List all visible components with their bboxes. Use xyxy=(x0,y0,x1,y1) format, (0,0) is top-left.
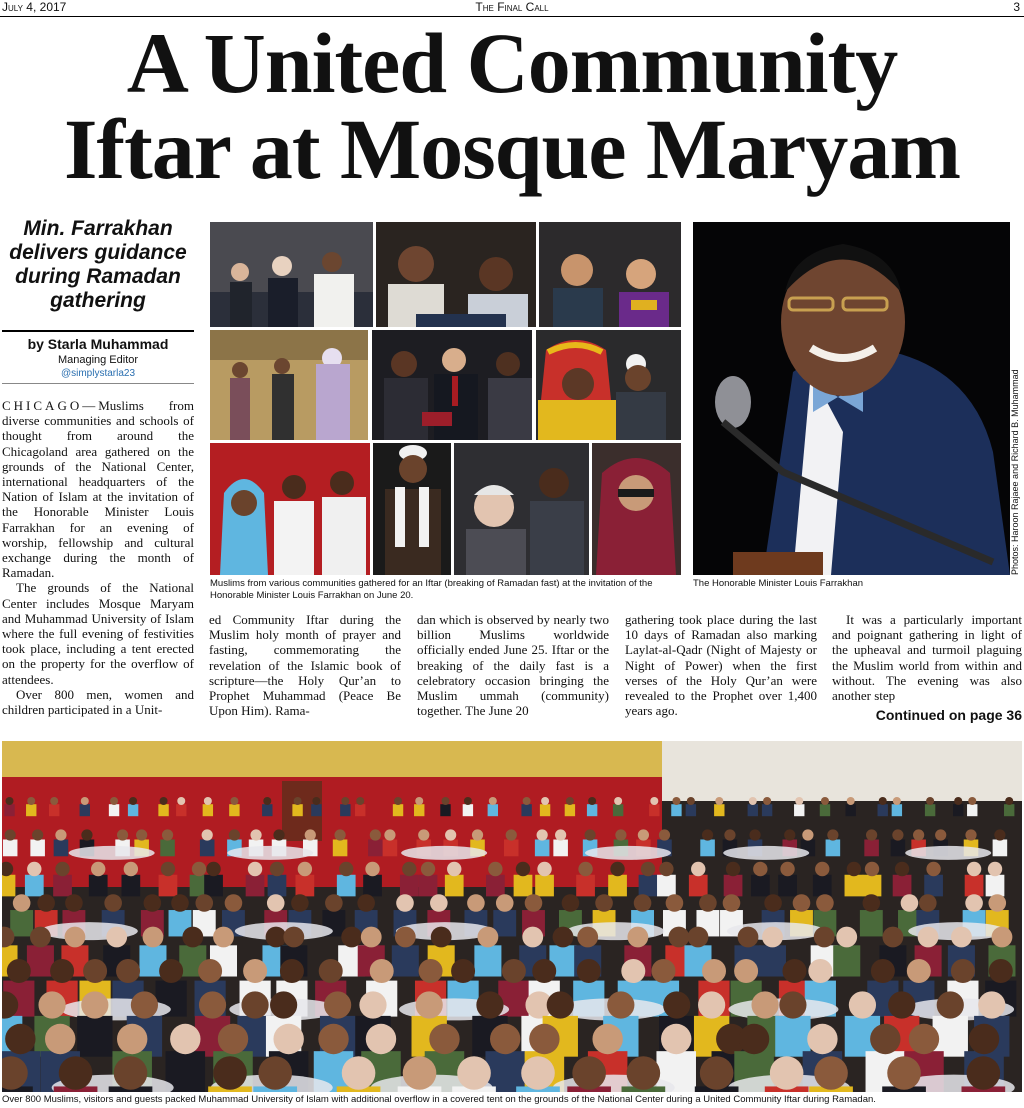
paragraph-1: Muslims from diverse communities and schools of thought from around the Chicagoland area gathered on the grounds of the National Center, international headquarters of the Nation of Islam at the invitation of the Honorable Minister Louis Farrakhan for an evening of worship, fellowship and cultural exchange during the month of Ramadan. xyxy=(2,398,194,581)
column-3-text: dan which is observed by nearly two billion Muslims worldwide officially ended June 25. Iftar or the breaking of the daily fast is a celebratory occasion bringing the Muslim ummah (community) together. The June 20 xyxy=(417,612,609,719)
author-handle[interactable]: @simplystarla23 xyxy=(60,368,136,379)
byline xyxy=(2,336,194,380)
continued-jump[interactable]: Continued on page 36 xyxy=(875,707,1022,723)
article-column-5 xyxy=(832,612,1022,703)
headline xyxy=(0,15,1024,197)
farrakhan-caption: The Honorable Minister Louis Farrakhan xyxy=(693,578,864,589)
article-column-3 xyxy=(417,612,609,718)
author-role: Managing Editor xyxy=(57,354,139,366)
collage-photo-10 xyxy=(592,443,681,575)
column-2-text: ed Community Iftar during the Muslim holy month of prayer and fasting, commemorating the revelation of the Islamic book of scripture—the Holy Qur’an to Prophet Muhammad (Peace Be Upon Him). Rama- xyxy=(209,612,401,719)
column-5-text: It was a particularly important and poignant gathering in light of the upheaval and turmoil plaguing the Muslim world from within and without. The evening was also another step xyxy=(832,612,1022,704)
headline-line-1: A United Community xyxy=(126,15,898,111)
headline-line-2: Iftar at Mosque Maryam xyxy=(64,101,960,197)
page-number: 3 xyxy=(1013,0,1020,14)
crowd-caption: Over 800 Muslims, visitors and guests packed Muhammad University of Islam with additional overflow in a covered tent on the grounds of the National Center during a United Community Iftar during Ramadan. xyxy=(2,1094,876,1105)
farrakhan-photo xyxy=(693,222,1010,575)
collage-photo-6 xyxy=(536,330,681,440)
paragraph-2: The grounds of the National Center includes Mosque Maryam and Muhammad University of Islam where the full evening of festivities took place, including a tent erected on the property for the overflow of attendees. xyxy=(2,580,194,687)
dateline: CHICAGO— xyxy=(2,398,99,413)
author: by Starla Muhammad xyxy=(27,336,169,352)
collage-photo-2 xyxy=(376,222,536,327)
paragraph-3: Over 800 men, women and children participated in a Unit- xyxy=(2,686,194,718)
collage-caption: Muslims from various communities gathered for an Iftar (breaking of Ramadan fast) at the invitation of the Honorable Minister Louis Farrakhan on June 20. xyxy=(210,578,653,601)
collage-photo-8 xyxy=(373,443,451,575)
article-column-4 xyxy=(625,612,817,718)
photo-credit: Photos: Haroon Rajaee and Richard B. Muhammad xyxy=(1010,369,1020,575)
article-column-2 xyxy=(209,612,401,718)
column-4-text: gathering took place during the last 10 days of Ramadan also marking Laylat-al-Qadr (Night of Majesty or Night of Power) when the first verses of the Holy Qur’an were revealed to the Prophet over 1,400 years ago. xyxy=(625,612,817,719)
article-column-1 xyxy=(2,398,194,717)
byline-rule xyxy=(2,383,194,384)
collage-photo-5 xyxy=(372,330,532,440)
paper-name: The Final Call xyxy=(475,0,549,14)
collage-photo-9 xyxy=(454,443,589,575)
collage-photo-3 xyxy=(539,222,681,327)
collage-photo-7 xyxy=(210,443,370,575)
collage-photo-4 xyxy=(210,330,368,440)
crowd-photo xyxy=(2,741,1022,1092)
collage-photo-1 xyxy=(210,222,373,327)
deck-rule xyxy=(2,330,194,332)
deck: Min. Farrakhan delivers guidance during Ramadan gathering xyxy=(9,217,187,312)
issue-date: July 4, 2017 xyxy=(2,0,67,14)
